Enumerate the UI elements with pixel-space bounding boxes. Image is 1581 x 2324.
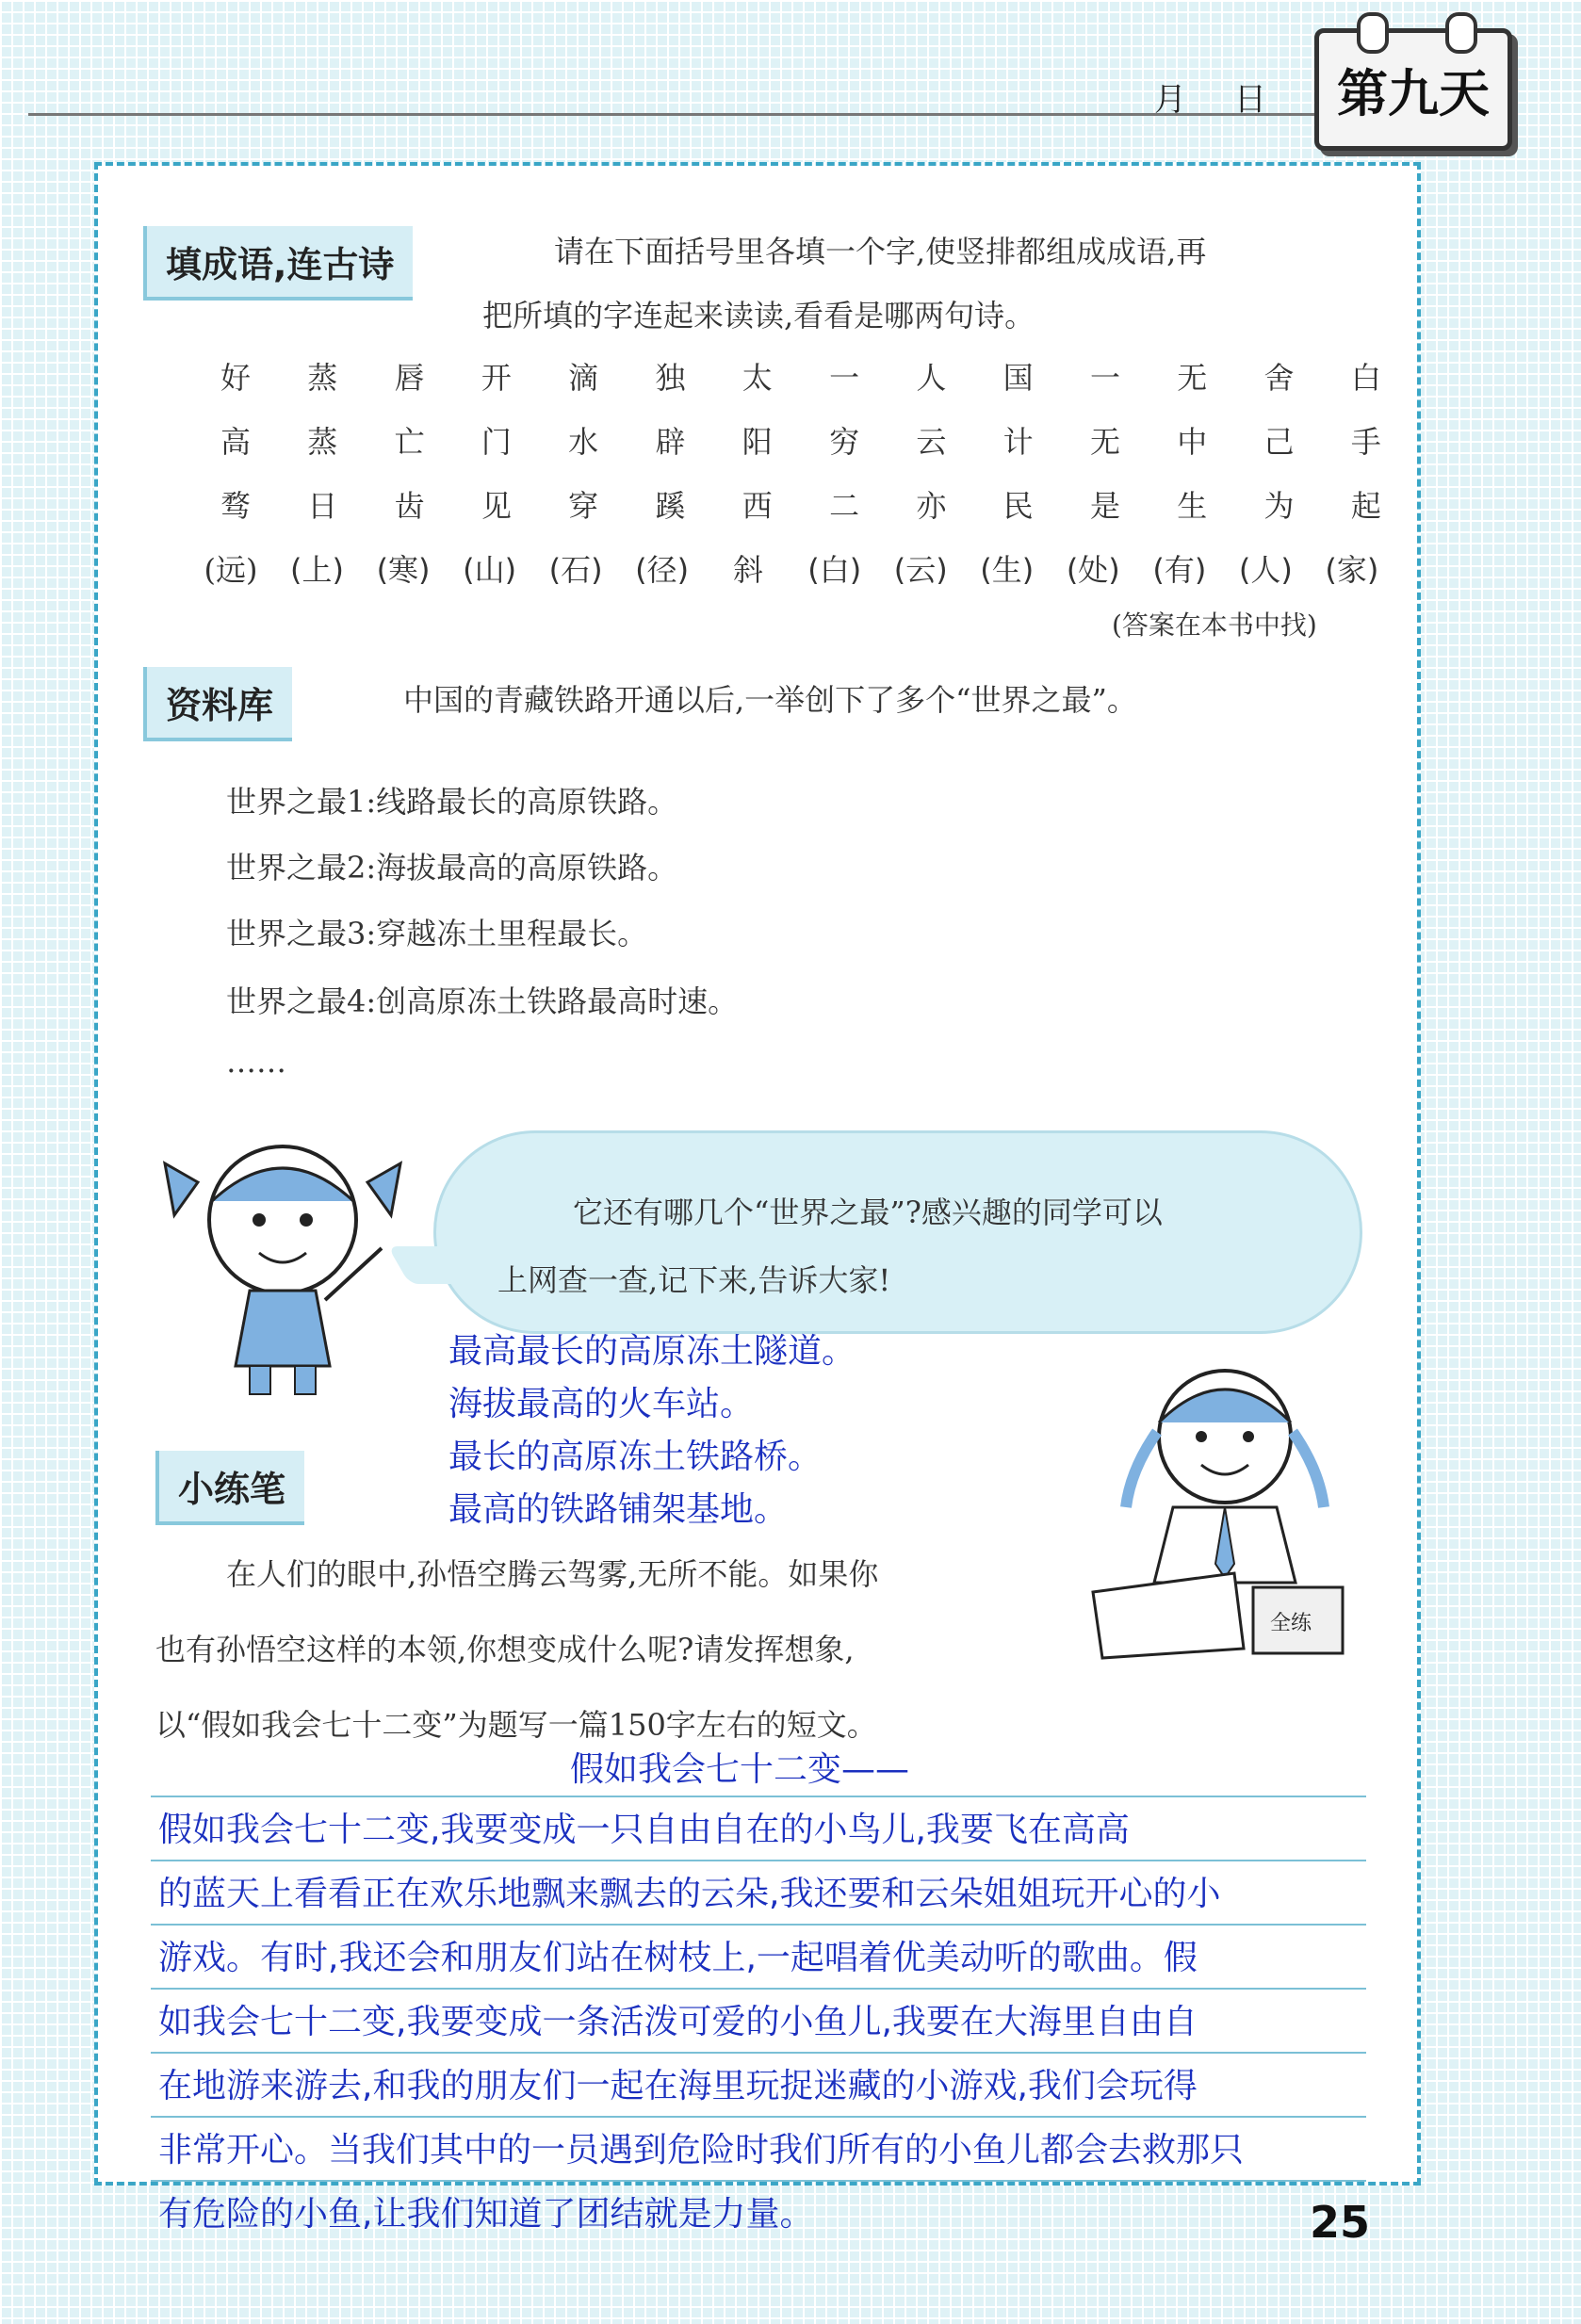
speech-bubble bbox=[433, 1130, 1362, 1334]
writing-line bbox=[151, 2052, 1366, 2054]
record-item: 世界之最1:线路最长的高原铁路。 bbox=[226, 784, 678, 820]
instruction-line-1: 请在下面括号里各填一个字,使竖排都组成成语,再 bbox=[554, 234, 1207, 269]
idiom-char: 辟 bbox=[655, 424, 686, 460]
idiom-char: 高 bbox=[220, 424, 251, 460]
idiom-char: 蹊 bbox=[655, 488, 686, 524]
record-item: 世界之最3:穿越冻土里程最长。 bbox=[226, 916, 648, 951]
answer-char[interactable]: (生) bbox=[980, 552, 1035, 588]
writing-line bbox=[151, 1796, 1366, 1797]
idiom-char: 骛 bbox=[220, 488, 251, 524]
answer-char: 斜 bbox=[733, 552, 764, 588]
record-item: 世界之最4:创高原冻土铁路最高时速。 bbox=[226, 983, 739, 1019]
idiom-char: 太 bbox=[742, 360, 773, 396]
idiom-char: 起 bbox=[1350, 488, 1381, 524]
idiom-char: 开 bbox=[481, 360, 512, 396]
idiom-char: 唇 bbox=[394, 360, 425, 396]
student-illustration bbox=[1084, 1347, 1366, 1667]
answer-char[interactable]: (石) bbox=[548, 552, 603, 588]
instruction-line-2: 把所填的字连起来读读,看看是哪两句诗。 bbox=[482, 298, 1035, 333]
ring-icon bbox=[1445, 12, 1477, 54]
section-tag-library: 资料库 bbox=[143, 667, 292, 741]
answer-char[interactable]: (有) bbox=[1152, 552, 1207, 588]
open-book-icon bbox=[1093, 1573, 1244, 1658]
day-tab bbox=[1314, 28, 1512, 151]
idiom-char: 人 bbox=[916, 360, 947, 396]
idiom-char: 独 bbox=[655, 360, 686, 396]
essay-line: 游戏。有时,我还会和朋友们站在树枝上,一起唱着优美动听的歌曲。假 bbox=[158, 1939, 1198, 1977]
prompt-line-1: 在人们的眼中,孙悟空腾云驾雾,无所不能。如果你 bbox=[226, 1556, 879, 1592]
idiom-char: 亦 bbox=[916, 488, 947, 524]
braid-icon bbox=[1293, 1432, 1324, 1507]
idiom-char: 水 bbox=[568, 424, 599, 460]
section-tag-writing: 小练笔 bbox=[155, 1451, 304, 1525]
answer-char[interactable]: (处) bbox=[1066, 552, 1120, 588]
idiom-char: 白 bbox=[1350, 360, 1381, 396]
month-label: 月 bbox=[1154, 81, 1186, 119]
answer-char: (远) bbox=[204, 552, 258, 588]
idiom-char: 西 bbox=[742, 488, 773, 524]
idiom-char: 日 bbox=[307, 488, 338, 524]
idiom-char: 己 bbox=[1263, 424, 1295, 460]
idiom-char: 计 bbox=[1002, 424, 1034, 460]
idiom-char: 滴 bbox=[568, 360, 599, 396]
idiom-char: 国 bbox=[1002, 360, 1034, 396]
idiom-row-1 bbox=[217, 354, 1385, 398]
idiom-char: 手 bbox=[1350, 424, 1381, 460]
idiom-char: 好 bbox=[220, 360, 251, 396]
idiom-char: 门 bbox=[481, 424, 512, 460]
idiom-char: 一 bbox=[1089, 360, 1120, 396]
essay-line: 的蓝天上看看正在欢乐地飘来飘去的云朵,我还要和云朵姐姐玩开心的小 bbox=[158, 1875, 1221, 1913]
answer-char[interactable]: (寒) bbox=[376, 552, 431, 588]
braid-icon bbox=[1126, 1432, 1157, 1507]
day-label: 日 bbox=[1234, 81, 1266, 119]
writing-line bbox=[151, 2116, 1366, 2118]
idiom-char: 穷 bbox=[829, 424, 860, 460]
idiom-char: 中 bbox=[1177, 424, 1208, 460]
idiom-char: 蒸 bbox=[307, 424, 338, 460]
idiom-row-3 bbox=[217, 482, 1385, 526]
essay-title: 假如我会七十二变—— bbox=[570, 1750, 910, 1789]
idiom-char: 二 bbox=[829, 488, 860, 524]
idiom-char: 齿 bbox=[394, 488, 425, 524]
idiom-char: 亡 bbox=[394, 424, 425, 460]
ring-icon bbox=[1357, 12, 1389, 54]
answer-row bbox=[198, 546, 1385, 590]
idiom-char: 民 bbox=[1002, 488, 1034, 524]
idiom-char: 无 bbox=[1177, 360, 1208, 396]
idiom-char: 见 bbox=[481, 488, 512, 524]
idiom-char: 穿 bbox=[568, 488, 599, 524]
header-rule bbox=[28, 113, 1328, 116]
bubble-line-1: 它还有哪几个“世界之最”?感兴趣的同学可以 bbox=[573, 1195, 1163, 1230]
essay-line: 非常开心。当我们其中的一员遇到危险时我们所有的小鱼儿都会去救那只 bbox=[158, 2131, 1245, 2170]
book-label: 全练 bbox=[1270, 1612, 1312, 1635]
prompt-line-2: 也有孙悟空这样的本领,你想变成什么呢?请发挥想象, bbox=[155, 1632, 855, 1667]
idiom-row-2 bbox=[217, 418, 1385, 462]
idiom-char: 云 bbox=[916, 424, 947, 460]
writing-line bbox=[151, 2180, 1366, 2182]
writing-line bbox=[151, 1924, 1366, 1926]
writing-line bbox=[151, 1988, 1366, 1990]
writing-line bbox=[151, 1860, 1366, 1861]
essay-line: 有危险的小鱼,让我们知道了团结就是力量。 bbox=[158, 2195, 814, 2234]
idiom-char: 为 bbox=[1263, 488, 1295, 524]
hair-bow-icon bbox=[367, 1163, 400, 1215]
idiom-char: 阳 bbox=[742, 424, 773, 460]
prompt-line-3: 以“假如我会七十二变”为题写一篇150字左右的短文。 bbox=[155, 1707, 877, 1743]
handwritten-answer: 海拔最高的火车站。 bbox=[448, 1385, 755, 1423]
handwritten-answer: 最长的高原冻土铁路桥。 bbox=[448, 1438, 823, 1476]
idiom-char: 是 bbox=[1089, 488, 1120, 524]
idiom-char: 无 bbox=[1089, 424, 1120, 460]
idiom-char: 蒸 bbox=[307, 360, 338, 396]
day-tab-label: 第九天 bbox=[1337, 64, 1490, 123]
idiom-char: 生 bbox=[1177, 488, 1208, 524]
girl-illustration bbox=[155, 1126, 410, 1408]
bubble-line-2: 上网查一查,记下来,告诉大家! bbox=[497, 1262, 891, 1298]
answer-note: (答案在本书中找) bbox=[1112, 609, 1317, 641]
idiom-char: 舍 bbox=[1263, 360, 1295, 396]
page-number: 25 bbox=[1310, 2197, 1371, 2248]
answer-char[interactable]: (家) bbox=[1325, 552, 1379, 588]
handwritten-answer: 最高最长的高原冻土隧道。 bbox=[448, 1332, 856, 1371]
library-intro: 中国的青藏铁路开通以后,一举创下了多个“世界之最”。 bbox=[403, 682, 1137, 718]
answer-char[interactable]: (径) bbox=[635, 552, 690, 588]
record-item: 世界之最2:海拔最高的高原铁路。 bbox=[226, 850, 678, 886]
answer-char[interactable]: (人) bbox=[1238, 552, 1293, 588]
essay-line: 假如我会七十二变,我要变成一只自由自在的小鸟儿,我要飞在高高 bbox=[158, 1811, 1130, 1849]
handwritten-answer: 最高的铁路铺架基地。 bbox=[448, 1490, 789, 1529]
answer-char[interactable]: (上) bbox=[290, 552, 345, 588]
answer-char[interactable]: (云) bbox=[893, 552, 948, 588]
answer-char[interactable]: (白) bbox=[807, 552, 862, 588]
girl-dress bbox=[236, 1291, 330, 1366]
section-tag-idioms: 填成语,连古诗 bbox=[143, 226, 413, 301]
idiom-char: 一 bbox=[829, 360, 860, 396]
essay-line: 在地游来游去,和我的朋友们一起在海里玩捉迷藏的小游戏,我们会玩得 bbox=[158, 2067, 1198, 2105]
answer-char[interactable]: (山) bbox=[463, 552, 517, 588]
essay-line: 如我会七十二变,我要变成一条活泼可爱的小鱼儿,我要在大海里自由自 bbox=[158, 2003, 1198, 2041]
ellipsis: …… bbox=[226, 1044, 286, 1080]
hair-bow-icon bbox=[165, 1163, 198, 1215]
